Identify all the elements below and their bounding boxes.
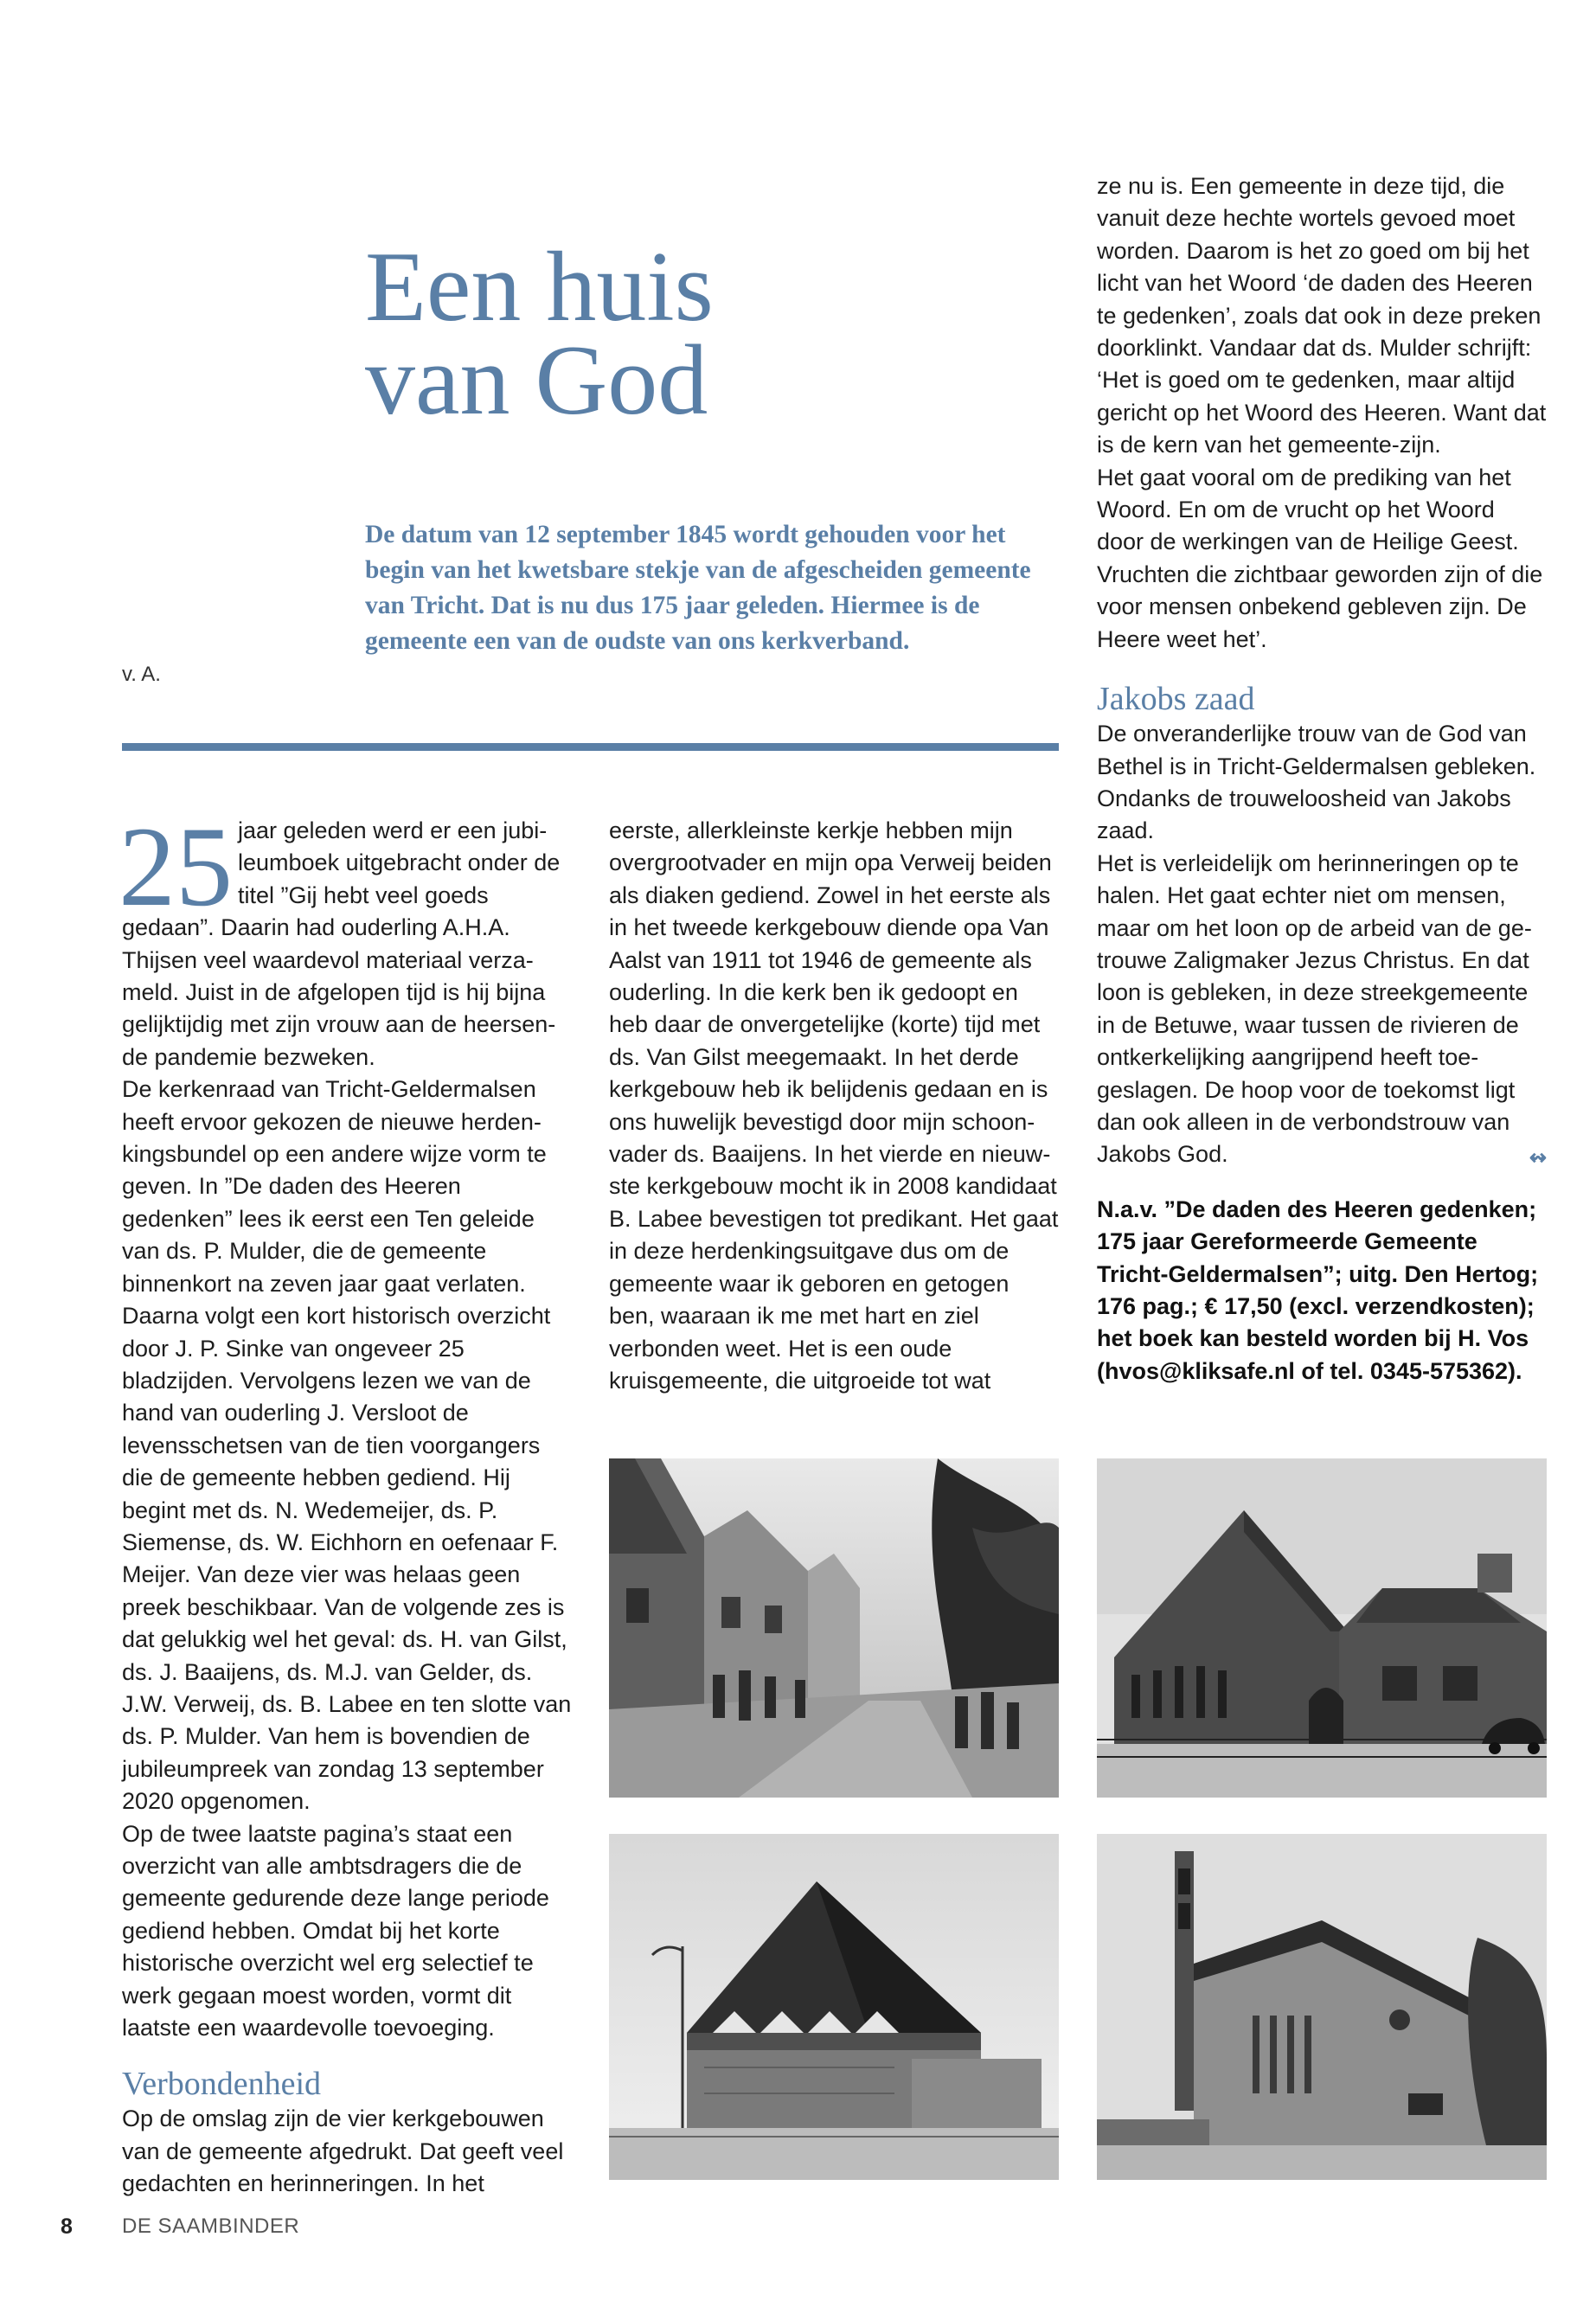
column-3	[1097, 170, 1547, 1388]
paragraph-1-text: jaar geleden werd er een jubileumboek uitgebracht onder de titel ”Gij hebt veel goeds gedaan”. Daarin had ouderling A.H.A. Thijsen veel waardevol materiaal verzameld. Juist in de afgelopen tijd is hij bijna gelijktijdig met zijn vrouw aan de heersende pandemie bezweken.	[122, 817, 561, 1070]
divider-rule	[122, 743, 1059, 751]
magazine-name: DE SAAMBINDER	[122, 2214, 300, 2238]
article-title	[365, 232, 1022, 436]
photo-brick-church	[1097, 1458, 1547, 1798]
paragraph-6: ze nu is. Een gemeente in deze tijd, die vanuit deze hechte wortels gevoed moet worden. Daarom is het zo goed om bij het licht van het Woord ‘de daden des Heeren te gedenken’, zoals dat ook in deze preken doorklinkt. Vandaar dat ds. Mulder schrijft: ‘Het is goed om te gedenken, maar altijd gericht op het Woord des Heeren. Want dat is de kern van het gemeente-zijn.	[1097, 173, 1547, 458]
paragraph-5: eerste, allerkleinste kerkje hebben mijn overgrootvader en mijn opa Verweij beiden als diaken gediend. Zowel in het eerste als in het tweede kerkgebouw diende opa Van Aalst van 1911 tot 1946 de gemeente als ouderling. In die kerk ben ik gedoopt en heb daar de onvergetelijke (korte) tijd met ds. Van Gilst meegemaakt. In het derde kerkgebouw heb ik belijdenis gedaan en is ons huwelijk bevestigd door mijn schoonvader ds. Baaijens. In het vierde en nieuwste kerkgebouw mocht ik in 2008 kandidaat B. Labee bevestigen tot predikant. Het gaat in deze herdenkingsuitgave dus om de gemeente waar ik geboren en getogen ben, waaraan ik me met hart en ziel verbonden weet. Het is een oude kruisgemeente, die uitgroeide tot wat	[609, 817, 1059, 1394]
book-info: N.a.v. ”De daden des Heeren gedenken; 175 jaar Gereformeerde Gemeente Tricht-Geldermalsen”; uitg. Den Hertog; 176 pag.; € 17,50 (excl. verzendkosten); het boek kan besteld worden bij H. Vos (hvos@kliksafe.nl of tel. 0345-575362).	[1097, 1195, 1539, 1384]
title-line-2: van God	[365, 325, 708, 436]
title-line-1: Een huis	[365, 232, 714, 343]
paragraph-9-text: Het is verleidelijk om herinneringen op te halen. Het gaat echter niet om mensen, maar om het loon op de arbeid van de getrouwe Zaligmaker Jezus Christus. En dat loon is gebleken, in deze streekgemeente in de Betuwe, waar tussen de rivieren de ontkerkelijking aangrijpend heeft toegeslagen. De hoop voor de toekomst ligt dan ook alleen in de verbondstrouw van Jakobs God.	[1097, 849, 1532, 1168]
subhead-jakobs-zaad: Jakobs zaad	[1097, 681, 1255, 718]
page-number: 8	[61, 2214, 73, 2239]
paragraph-3: Op de twee laatste pagina’s staat een overzicht van alle ambtsdragers die de gemeente gedurende deze lange periode gediend hebben. Omdat bij het korte historische overzicht wel erg selectief te werk gegaan moest worden, vormt dit laatste een waardevolle toevoeging.	[122, 1820, 549, 2041]
column-1	[119, 803, 572, 2201]
column-2	[609, 815, 1061, 1397]
photo-modern-church	[1097, 1834, 1547, 2180]
paragraph-1	[119, 803, 572, 1074]
photo-village-street	[609, 1458, 1059, 1798]
paragraph-2: De kerkenraad van Tricht-Geldermalsen heeft ervoor gekozen de nieuwe herdenkingsbundel op een andere wijze vorm te geven. In ”De daden des Heeren gedenken” lees ik eerst een Ten geleide van ds. P. Mulder, die de gemeente binnenkort na zeven jaar gaat verlaten. Daarna volgt een kort historisch overzicht door J. P. Sinke van ongeveer 25 bladzijden. Vervolgens lezen we van de hand van ouderling J. Versloot de levensschetsen van de tien voorgangers die de gemeente hebben gediend. Hij begint met ds. N. Wedemeijer, ds. P. Siemense, ds. W. Eichhorn en oefenaar F. Meijer. Van deze vier was helaas geen preek beschikbaar. Van de volgende zes is dat gelukkig wel het geval: ds. H. van Gilst, ds. J. Baaijens, ds. M.J. van Gelder, ds. J.W. Verweij, ds. B. Labee en ten slotte van ds. P. Mulder. Van hem is bovendien de jubileumpreek van zondag 13 september 2020 opgenomen.	[122, 1076, 572, 1815]
author-initials: v. A.	[122, 663, 161, 686]
photo-pyramid-church	[609, 1834, 1059, 2180]
paragraph-9	[1097, 848, 1547, 1171]
subhead-verbondenheid: Verbondenheid	[122, 2066, 322, 2103]
drop-cap: 25	[119, 803, 233, 930]
paragraph-4: Op de omslag zijn de vier kerkgebouwen van de gemeente afgedrukt. Dat geeft veel gedachten en herinneringen. In het	[122, 2106, 564, 2197]
paragraph-7: Het gaat vooral om de prediking van het Woord. En om de vrucht op het Woord door de werkingen van de Heilige Geest. Vruchten die zichtbaar geworden zijn of die voor mensen onbekend gebleven zijn. De Heere weet het’.	[1097, 464, 1543, 652]
article-intro: De datum van 12 september 1845 wordt gehouden voor het begin van het kwetsbare stekje van de afgescheiden gemeente van Tricht. Dat is nu dus 175 jaar geleden. Hiermee is de gemeente een van de oudste van ons kerkverband.	[365, 521, 1031, 655]
end-mark-icon: ↭	[1529, 1146, 1547, 1170]
paragraph-8: De onveranderlijke trouw van de God van Bethel is in Tricht-Geldermalsen gebleken. Ondanks de trouweloosheid van Jakobs zaad.	[1097, 721, 1536, 844]
